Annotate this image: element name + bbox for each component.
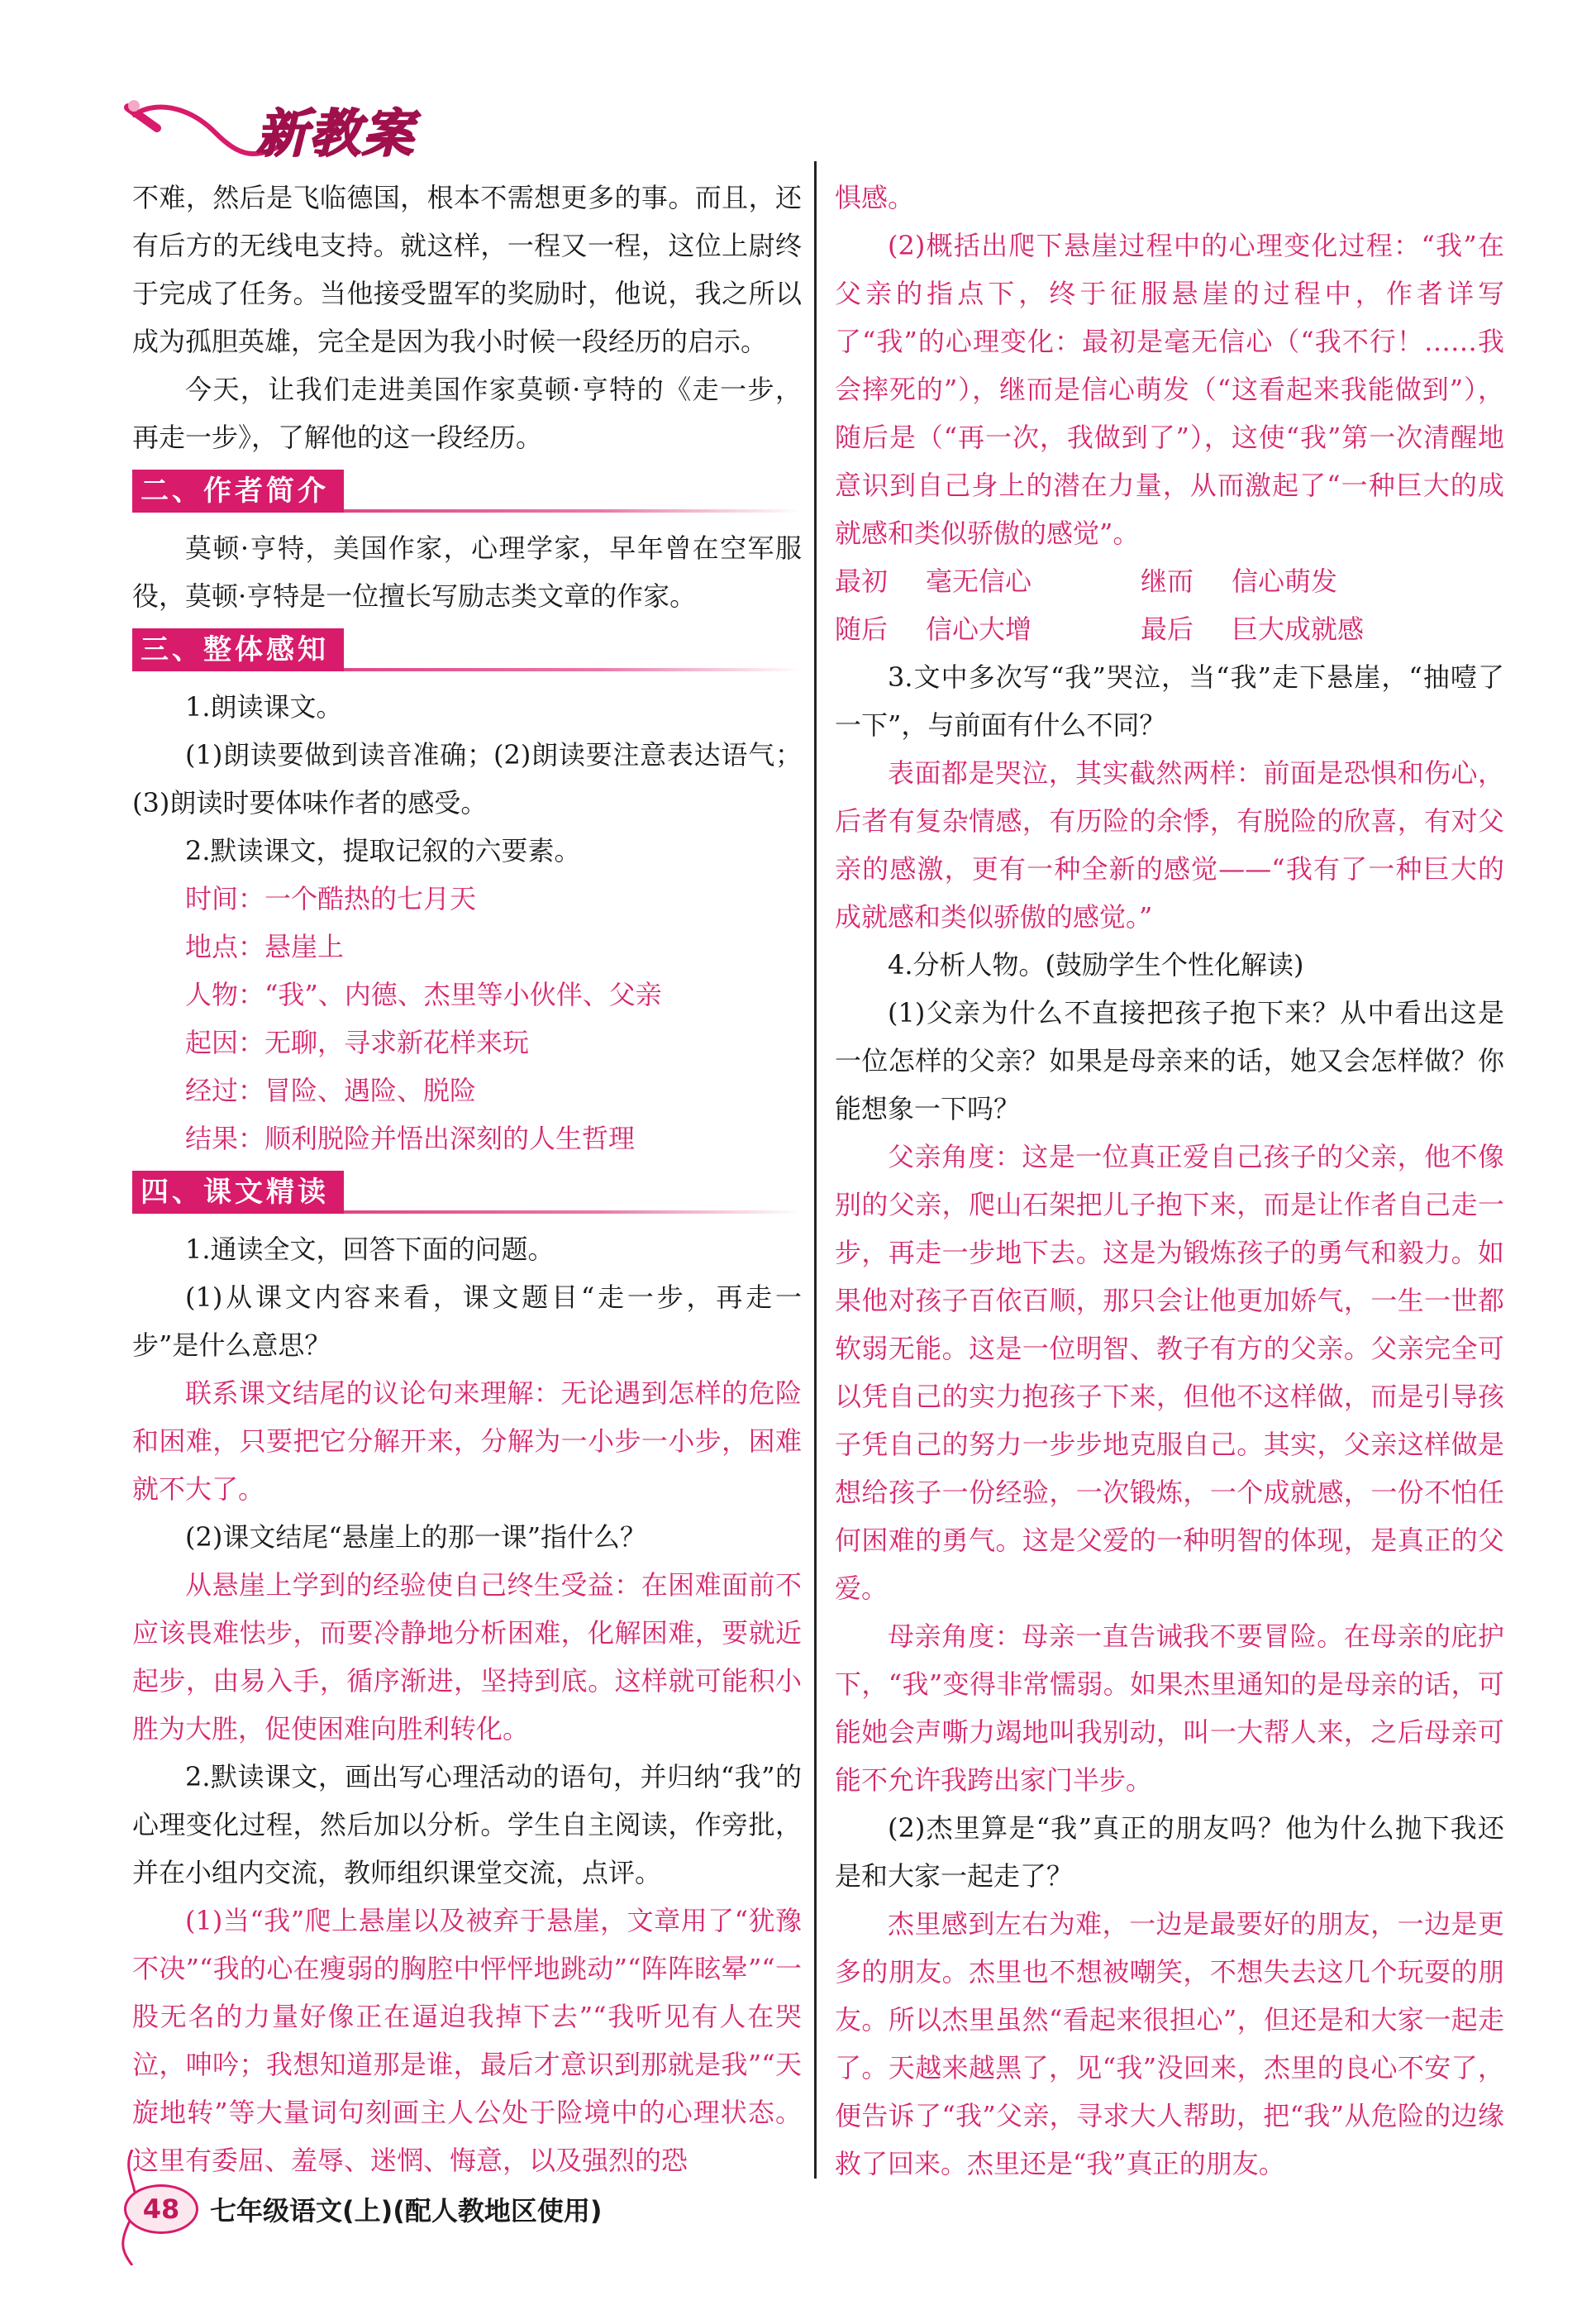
intro-paragraph: 不难，然后是飞临德国，根本不需想更多的事。而且，还有后方的无线电支持。就这样，一程又一程，这位上尉终于完成了任务。当他接受盟军的奖励时，他说，我之所以成为孤胆英雄，完全是因为我小时候一段经历的启示。 xyxy=(132,182,802,357)
left-column xyxy=(132,174,802,2184)
section-heading-overview xyxy=(132,628,802,673)
reading-question-2: 2.默读课文，画出写心理活动的语句，并归纳“我”的心理变化过程，然后加以分析。学生自主阅读，作旁批，并在小组内交流，教师组织课堂交流，点评。 xyxy=(132,1761,802,1888)
reading-answer-4-1-mother: 母亲角度：母亲一直告诫我不要冒险。在母亲的庇护下，“我”变得非常懦弱。如果杰里通知的是母亲的话，可能她会声嘶力竭地叫我别动，叫一大帮人来，之后母亲可能不允许我跨出家门半步。 xyxy=(835,1620,1504,1796)
reading-question-1: 1.通读全文，回答下面的问题。 xyxy=(185,1234,555,1265)
stage-label: 最后 xyxy=(1141,613,1194,645)
author-intro: 莫顿·亨特，美国作家，心理学家，早年曾在空军服役，莫顿·亨特是一位擅长写励志类文章的作家。 xyxy=(132,532,802,612)
heading-label: 四、课文精读 xyxy=(132,1171,344,1214)
page-number: 48 xyxy=(124,2184,198,2234)
question-1-detail: (1)朗读要做到读音准确；(2)朗读要注意表达语气；(3)朗读时要体味作者的感受。 xyxy=(132,739,802,819)
book-title: 七年级语文(上)(配人教地区使用) xyxy=(210,2195,603,2226)
reading-question-4-1: (1)父亲为什么不直接把孩子抱下来？从中看出这是一位怎样的父亲？如果是母亲来的话，她又会怎样做？你能想象一下吗？ xyxy=(835,997,1504,1124)
stage-value: 信心大增 xyxy=(926,613,1032,645)
stage-value: 信心萌发 xyxy=(1232,566,1338,597)
right-column xyxy=(835,174,1504,2188)
element-people: 人物：“我”、内德、杰里等小伙伴、父亲 xyxy=(185,979,662,1010)
question-2: 2.默读课文，提取记叙的六要素。 xyxy=(185,835,581,866)
answer-continuation: 惧感。 xyxy=(835,182,915,213)
reading-answer-2-2: (2)概括出爬下悬崖过程中的心理变化过程：“我”在父亲的指点下，终于征服悬崖的过程中，作者详写了“我”的心理变化：最初是毫无信心（“我不行！……我会摔死的”），继而是信心萌发（“这看起来我能做到”），随后是（“再一次，我做到了”），这使“我”第一次清醒地意识到自己身上的潜在力量，从而激起了“一种巨大的成就感和类似骄傲的感觉”。 xyxy=(835,230,1504,549)
intro-paragraph-2: 今天，让我们走进美国作家莫顿·亨特的《走一步，再走一步》，了解他的这一段经历。 xyxy=(132,374,802,453)
stage-row-1 xyxy=(835,557,1504,605)
element-time: 时间：一个酷热的七月天 xyxy=(185,883,477,914)
reading-answer-4-1-father: 父亲角度：这是一位真正爱自己孩子的父亲，他不像别的父亲，爬山石架把儿子抱下来，而是让作者自己走一步，再走一步地下去。这是为锻炼孩子的勇气和毅力。如果他对孩子百依百顺，那只会让他更加娇气，一生一世都软弱无能。这是一位明智、教子有方的父亲。父亲完全可以凭自己的实力抱孩子下来，但他不这样做，而是引导孩子凭自己的努力一步步地克服自己。其实，父亲这样做是想给孩子一份经验，一次锻炼，一个成就感，一份不怕任何困难的勇气。这是父爱的一种明智的体现，是真正的父爱。 xyxy=(835,1141,1504,1604)
element-result: 结果：顺利脱险并悟出深刻的人生哲理 xyxy=(185,1123,636,1154)
reading-answer-3: 表面都是哭泣，其实截然两样：前面是恐惧和伤心，后者有复杂情感，有历险的余悸，有脱险的欣喜，有对父亲的感激，更有一种全新的感觉——“我有了一种巨大的成就感和类似骄傲的感觉。” xyxy=(835,757,1504,933)
heading-label: 三、整体感知 xyxy=(132,628,344,671)
reading-question-4-2: (2)杰里算是“我”真正的朋友吗？他为什么抛下我还是和大家一起走了？ xyxy=(835,1812,1504,1892)
element-process: 经过：冒险、遇险、脱险 xyxy=(185,1075,477,1106)
column-divider xyxy=(814,161,817,2179)
stage-row-2 xyxy=(835,605,1504,653)
question-1: 1.朗读课文。 xyxy=(185,691,343,723)
reading-question-3: 3.文中多次写“我”哭泣，当“我”走下悬崖，“抽噎了一下”，与前面有什么不同？ xyxy=(835,661,1504,741)
element-place: 地点：悬崖上 xyxy=(185,931,345,962)
reading-question-1-1: (1)从课文内容来看，课文题目“走一步，再走一步”是什么意思？ xyxy=(132,1281,802,1361)
stage-label: 随后 xyxy=(835,613,889,645)
stage-value: 巨大成就感 xyxy=(1232,613,1365,645)
element-cause: 起因：无聊，寻求新花样来玩 xyxy=(185,1027,530,1058)
page-footer xyxy=(124,2183,603,2236)
reading-question-1-2: (2)课文结尾“悬崖上的那一课”指什么？ xyxy=(185,1521,647,1553)
reading-question-4: 4.分析人物。(鼓励学生个性化解读) xyxy=(888,949,1304,981)
section-heading-author xyxy=(132,470,802,514)
logo-title: 新教案 xyxy=(256,103,416,164)
stage-label: 最初 xyxy=(835,566,889,597)
stage-label: 继而 xyxy=(1141,566,1194,597)
stage-value: 毫无信心 xyxy=(926,566,1032,597)
reading-answer-2-1: (1)当“我”爬上悬崖以及被弃于悬崖，文章用了“犹豫不决”“我的心在瘦弱的胸腔中怦怦地跳动”“阵阵眩晕”“一股无名的力量好像正在逼迫我掉下去”“我听见有人在哭泣，呻吟；我想知道那是谁，最后才意识到那就是我”“天旋地转”等大量词句刻画主人公处于险境中的心理状态。这里有委屈、羞辱、迷惘、悔意，以及强烈的恐 xyxy=(132,1905,802,2176)
reading-answer-1-1: 联系课文结尾的议论句来理解：无论遇到怎样的危险和困难，只要把它分解开来，分解为一小步一小步，困难就不大了。 xyxy=(132,1377,802,1505)
heading-label: 二、作者简介 xyxy=(132,470,344,513)
reading-answer-1-2: 从悬崖上学到的经验使自己终生受益：在困难面前不应该畏难怯步，而要冷静地分析困难，化解困难，要就近起步，由易入手，循序渐进，坚持到底。这样就可能积小胜为大胜，促使困难向胜利转化。 xyxy=(132,1569,802,1744)
section-heading-close-reading xyxy=(132,1171,802,1215)
reading-answer-4-2: 杰里感到左右为难，一边是最要好的朋友，一边是更多的朋友。杰里也不想被嘲笑，不想失去这几个玩耍的朋友。所以杰里虽然“看起来很担心”，但还是和大家一起走了。天越来越黑了，见“我”没回来，杰里的良心不安了，便告诉了“我”父亲，寻求大人帮助，把“我”从危险的边缘救了回来。杰里还是“我”真正的朋友。 xyxy=(835,1908,1504,2179)
